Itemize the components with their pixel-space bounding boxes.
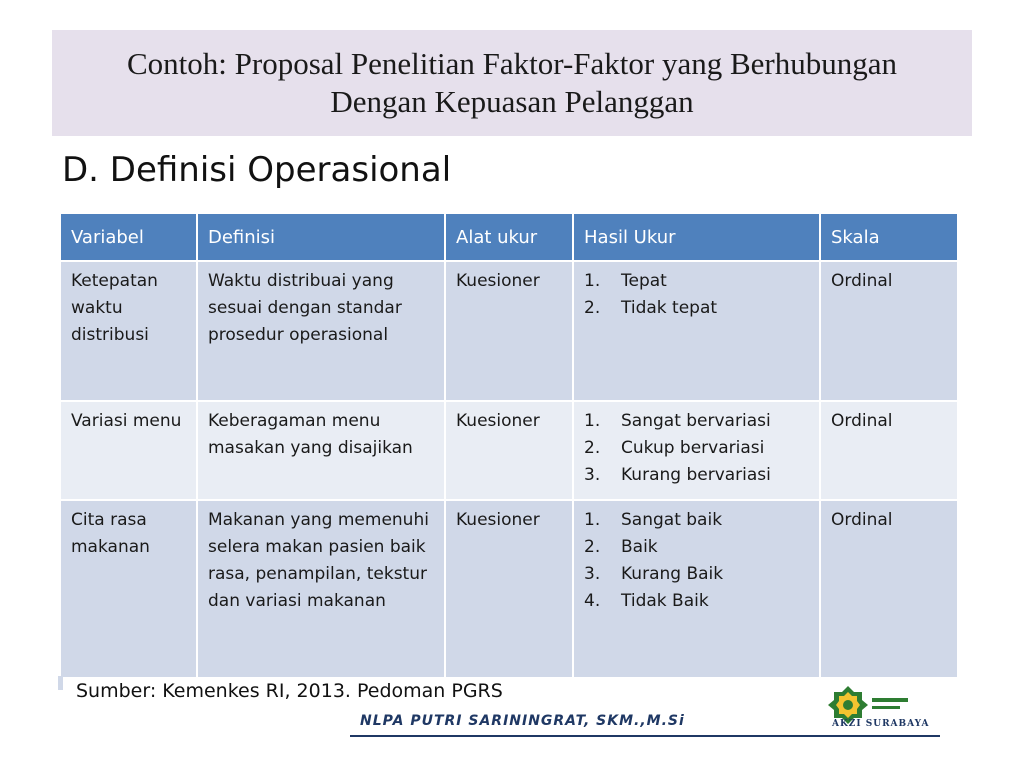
cell-definisi: Makanan yang memenuhi selera makan pasien baik rasa, penampilan, tekstur dan variasi makanan — [197, 500, 445, 678]
table-row — [60, 401, 958, 500]
table-row — [60, 500, 958, 678]
definition-table — [59, 212, 959, 679]
header-skala: Skala — [820, 213, 958, 261]
result-list — [584, 408, 809, 489]
cell-alat-ukur: Kuesioner — [445, 261, 573, 401]
slide-title-box — [52, 30, 972, 136]
cell-variabel: Cita rasa makanan — [60, 500, 197, 678]
cell-definisi: Keberagaman menu masakan yang disajikan — [197, 401, 445, 500]
list-item: 4. Tidak Baik — [584, 591, 709, 611]
result-list — [584, 507, 809, 615]
list-item: 2. Tidak tepat — [584, 298, 718, 318]
header-variabel: Variabel — [60, 213, 197, 261]
cell-hasil-ukur — [573, 401, 820, 500]
cell-alat-ukur: Kuesioner — [445, 500, 573, 678]
footer-org: AKZI SURABAYA — [832, 719, 930, 729]
list-item: 3. Kurang bervariasi — [584, 465, 771, 485]
list-item: 3. Kurang Baik — [584, 564, 724, 584]
list-item: 1. Sangat bervariasi — [584, 411, 771, 431]
list-item: 2. Baik — [584, 537, 658, 557]
table-header-row — [60, 213, 958, 261]
list-item: 1. Sangat baik — [584, 510, 723, 530]
cell-definisi: Waktu distribuai yang sesuai dengan standar prosedur operasional — [197, 261, 445, 401]
cell-variabel: Variasi menu — [60, 401, 197, 500]
cell-alat-ukur: Kuesioner — [445, 401, 573, 500]
cell-skala: Ordinal — [820, 401, 958, 500]
slide-title: Contoh: Proposal Penelitian Faktor-Faktor yang Berhubungan Dengan Kepuasan Pelanggan — [127, 46, 897, 119]
table-row — [60, 261, 958, 401]
list-item: 2. Cukup bervariasi — [584, 438, 765, 458]
result-list — [584, 268, 809, 322]
table-edge-decoration — [58, 676, 63, 690]
header-definisi: Definisi — [197, 213, 445, 261]
footer-author: NLPA PUTRI SARININGRAT, SKM.,M.Si — [360, 713, 685, 729]
list-item: 1. Tepat — [584, 271, 667, 291]
footer-divider — [350, 735, 940, 737]
section-heading: D. Definisi Operasional — [62, 150, 452, 190]
source-citation: Sumber: Kemenkes RI, 2013. Pedoman PGRS — [76, 680, 503, 702]
cell-hasil-ukur — [573, 500, 820, 678]
cell-skala: Ordinal — [820, 500, 958, 678]
header-hasil-ukur: Hasil Ukur — [573, 213, 820, 261]
cell-skala: Ordinal — [820, 261, 958, 401]
cell-hasil-ukur — [573, 261, 820, 401]
cell-variabel: Ketepatan waktu distribusi — [60, 261, 197, 401]
header-alat-ukur: Alat ukur — [445, 213, 573, 261]
